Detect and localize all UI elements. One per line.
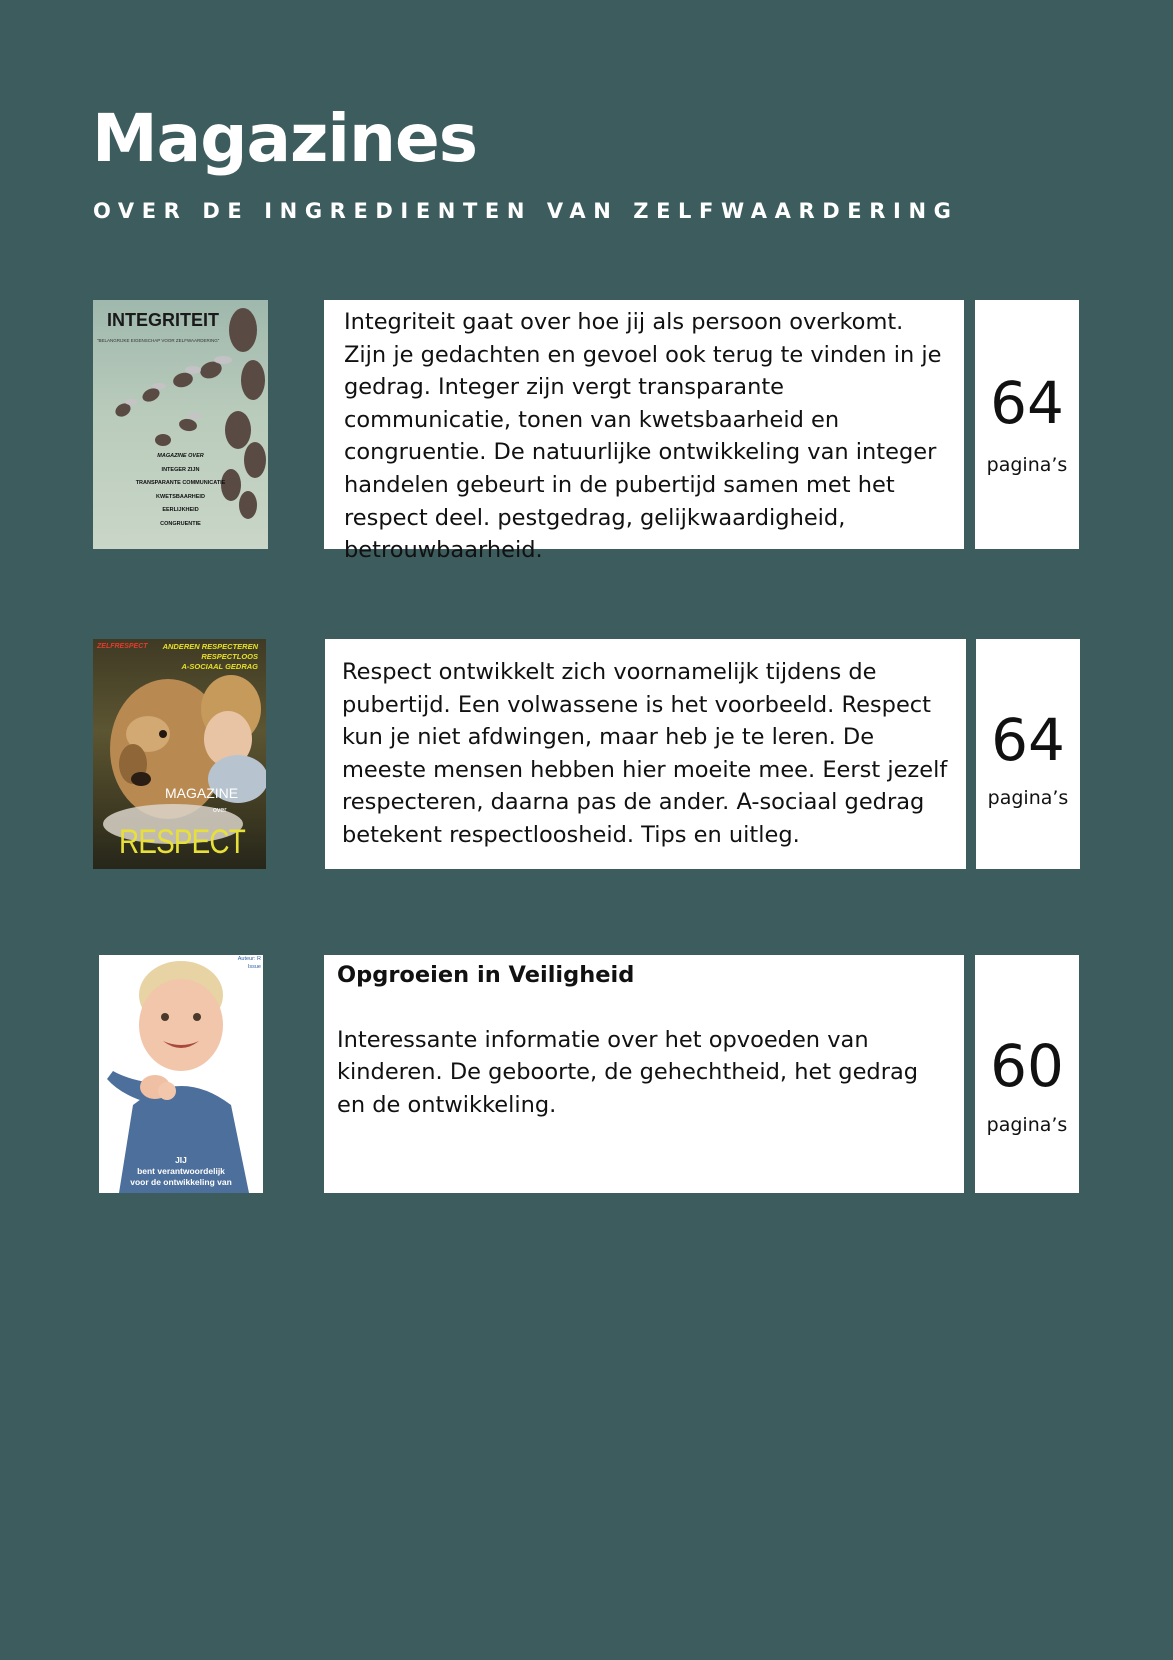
magazine-cover-integriteit[interactable] bbox=[93, 300, 268, 549]
cover-corner-line: Issue bbox=[247, 964, 261, 970]
description-text: Interessante informatie over het opvoeden van kinderen. De geboorte, de gehechtheid, het gedrag en de ontwikkeling. bbox=[337, 1026, 919, 1118]
page-count-box-opgroeien bbox=[975, 955, 1079, 1193]
cover-caption-line: voor de ontwikkeling van bbox=[130, 1177, 232, 1187]
cover-magazine-label: MAGAZINE bbox=[165, 785, 239, 801]
page-count-box-integriteit bbox=[975, 300, 1079, 549]
cover-title: INTEGRITEIT bbox=[107, 310, 219, 330]
page-count-box-respect bbox=[976, 639, 1080, 869]
magazine-description-integriteit bbox=[324, 300, 964, 564]
magazine-description-respect bbox=[325, 639, 966, 869]
page-count-number: 60 bbox=[990, 1032, 1064, 1100]
page-count-unit: pagina’s bbox=[986, 1114, 1068, 1136]
cover-topic: ANDEREN RESPECTEREN bbox=[162, 642, 258, 651]
page-count-unit: pagina’s bbox=[987, 787, 1069, 809]
description-text: Respect ontwikkelt zich voornamelijk tijdens de pubertijd. Een volwassene is het voorbeeld. Respect kun je niet afdwingen, maar heb je te leren. De meeste mensen hebben hier moeite mee. Eerst jezelf respecteren, daarna pas de ander. A-sociaal gedrag betekent respectloosheid. Tips en uitleg. bbox=[342, 659, 948, 848]
magazine-description-opgroeien bbox=[324, 955, 964, 1193]
page-count-unit: pagina’s bbox=[986, 454, 1068, 476]
cover-topic: MAGAZINE OVER bbox=[157, 453, 204, 459]
page-subtitle: OVER DE INGREDIENTEN VAN ZELFWAARDERING bbox=[93, 199, 959, 223]
cover-topic-list bbox=[93, 450, 268, 531]
cover-corner-text bbox=[238, 955, 261, 971]
cover-top-left: ZELFRESPECT bbox=[97, 643, 148, 650]
cover-caption-line: bent verantwoordelijk bbox=[137, 1166, 225, 1176]
cover-caption-line: JIJ bbox=[175, 1155, 187, 1165]
magazine-heading: Opgroeien in Veiligheid bbox=[337, 962, 635, 988]
cover-over-label: over bbox=[213, 807, 227, 814]
cover-topic: EERLIJKHEID bbox=[162, 507, 199, 513]
cover-topic: INTEGER ZIJN bbox=[161, 466, 200, 473]
cover-topic: A-SOCIAAL GEDRAG bbox=[181, 662, 258, 671]
cover-corner-line: Auteur: R bbox=[237, 956, 261, 962]
cover-caption bbox=[99, 1155, 263, 1188]
magazine-cover-opgroeien[interactable] bbox=[99, 955, 263, 1193]
cover-top-right bbox=[163, 642, 258, 672]
cover-topic: KWETSBAARHEID bbox=[156, 493, 205, 500]
cover-title: RESPECT bbox=[119, 823, 245, 861]
magazine-cover-respect[interactable] bbox=[93, 639, 266, 869]
page-count-number: 64 bbox=[991, 706, 1065, 774]
cover-topic: RESPECTLOOS bbox=[201, 652, 258, 661]
cover-tagline: “BELANGRIJKE EIGENSCHAP VOOR ZELFWAARDERING” bbox=[97, 338, 220, 343]
description-text: Integriteit gaat over hoe jij als persoon overkomt. Zijn je gedachten en gevoel ook terug te vinden in je gedrag. Integer zijn vergt transparante communicatie, tonen van kwetsbaarheid en congruentie. De natuurlijke ontwikkeling van integer handelen gebeurt in de pubertijd samen met het respect deel. pestgedrag, gelijkwaardigheid, betrouwbaarheid. bbox=[344, 309, 942, 564]
page-count-number: 64 bbox=[990, 369, 1064, 437]
page-title: Magazines bbox=[92, 100, 478, 177]
cover-topic: CONGRUENTIE bbox=[160, 520, 201, 527]
cover-topic: TRANSPARANTE COMMUNICATIE bbox=[135, 480, 226, 486]
